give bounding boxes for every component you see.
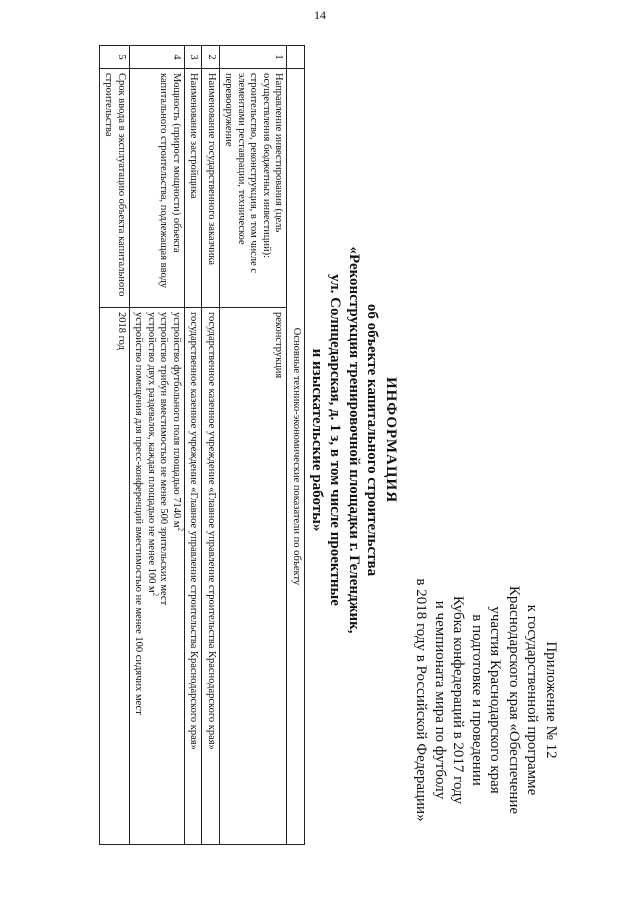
title-main: ИНФОРМАЦИЯ <box>383 376 399 504</box>
table-row <box>185 46 203 845</box>
page-number: 14 <box>314 8 326 22</box>
row-value <box>100 308 130 845</box>
value-text: устройство футбольного поля площадью 7140 м <box>171 312 182 528</box>
title-line: об объекте капитального строительства <box>364 303 381 577</box>
rotated-page <box>40 30 600 870</box>
appendix-line: Краснодарского края «Обеспечение <box>506 585 522 815</box>
row-name: Наименование государственного заказчика <box>202 69 220 308</box>
appendix-line: в 2018 году в Российской Федерации» <box>413 578 430 822</box>
row-name: Наименование застройщика <box>185 69 203 308</box>
row-number: 5 <box>100 46 130 69</box>
superscript: 2 <box>151 592 160 597</box>
value-line: реконструкция <box>273 312 285 379</box>
table-row <box>220 46 288 845</box>
value-line: устройство помещения для пресс-конференций вместимостью не менее 100 сидячих мест <box>133 312 145 715</box>
row-name: Срок ввода в эксплуатацию объекта капитального строительства <box>100 69 130 308</box>
appendix-line: в подготовке и проведении <box>469 614 485 786</box>
appendix-line: участия Краснодарского края <box>487 606 504 794</box>
table-row <box>202 46 220 845</box>
value-line <box>145 312 158 840</box>
value-line: государственное казенное учреждение «Главное управление строительства Краснодарского края» <box>188 312 200 750</box>
row-value <box>220 308 288 845</box>
row-number: 4 <box>130 46 185 69</box>
value-text: устройство двух раздевалок, каждая площадью не менее 100 м <box>146 312 157 593</box>
title-line: ул. Солнцедарская, д. 1 з, в том числе проектные <box>327 274 344 606</box>
row-value <box>185 308 203 845</box>
appendix-line: Приложение № 12 <box>543 641 559 759</box>
appendix-note <box>412 550 560 850</box>
appendix-line: и чемпионата мира по футболу <box>432 600 448 800</box>
table-header: Основные технико-экономические показатели по объекту <box>287 69 305 845</box>
value-line <box>170 312 183 840</box>
row-value <box>202 308 220 845</box>
info-table <box>99 45 305 845</box>
value-line: государственное казенное учреждение «Главное управление строительства Краснодарского края» <box>206 312 217 750</box>
row-number: 2 <box>202 46 220 69</box>
document-title <box>308 30 401 850</box>
row-name: Мощность (прирост мощности) объекта капитального строительства, подлежащая вводу <box>130 69 185 308</box>
appendix-line: к государственной программе <box>524 604 541 796</box>
header-empty-cell <box>287 46 305 69</box>
value-line: 2018 год <box>116 312 127 350</box>
table-row <box>130 46 185 845</box>
row-number: 3 <box>185 46 203 69</box>
value-line: устройство трибун вместимостью не менее 500 зрительских мест <box>158 312 170 606</box>
row-value <box>130 308 185 845</box>
appendix-line: Кубка конфедераций в 2017 году <box>450 595 467 805</box>
table-header-row <box>287 46 305 845</box>
table-row <box>100 46 130 845</box>
superscript: 2 <box>176 527 185 532</box>
title-line: «Реконструкция тренировочной площадки г. Геленджик, <box>346 246 362 634</box>
title-line: и изыскательские работы» <box>309 348 325 532</box>
row-name: Направление инвестирования (цель осуществления бюджетных инвестиций): строительство, реконструкция, в том числе с элементами реставрации, техническое перевооружение <box>220 69 288 308</box>
row-number: 1 <box>220 46 288 69</box>
